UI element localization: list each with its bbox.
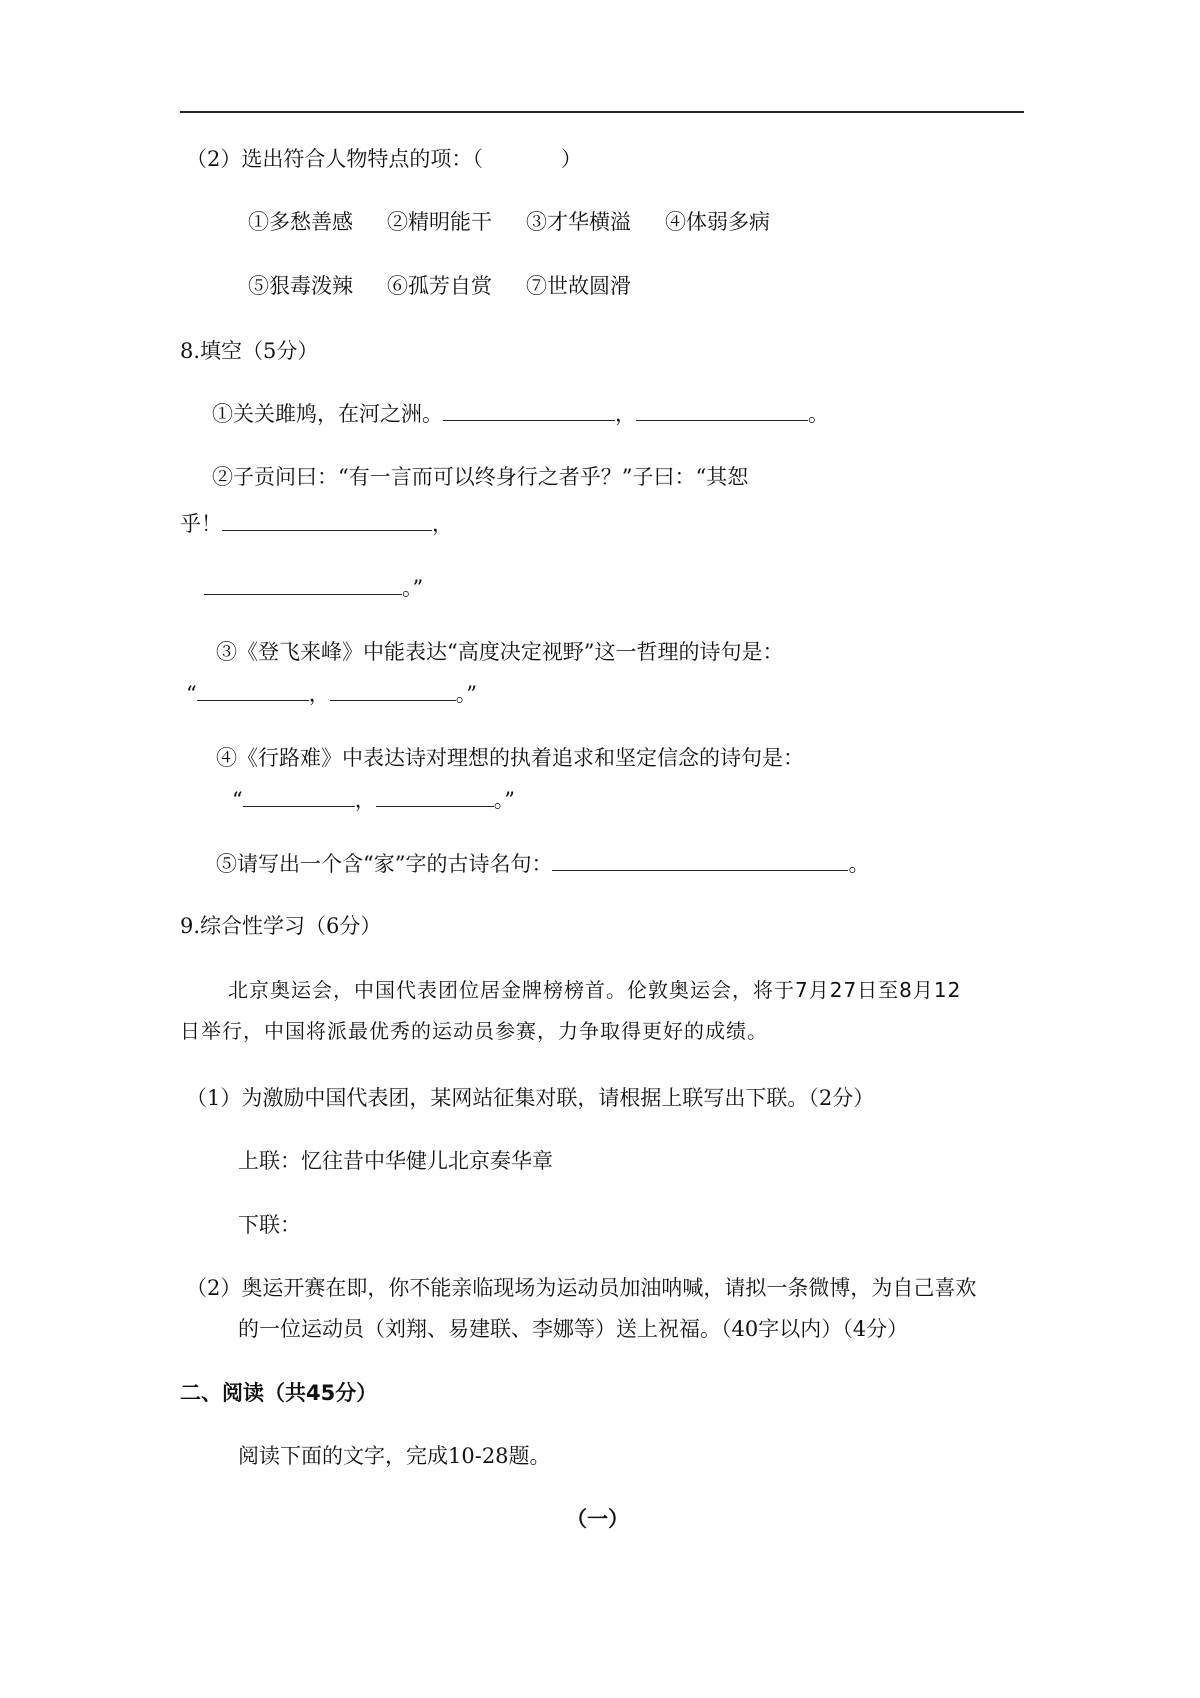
q8-item1-sep: ， — [615, 402, 636, 426]
q8-item3-line2 — [186, 679, 477, 709]
q8-item2-line1: ②子贡问曰：“有一言而可以终身行之者乎？”子曰：“其恕 — [212, 465, 749, 489]
section2-intro: 阅读下面的文字，完成10-28题。 — [238, 1444, 551, 1468]
q8-item4-end: 。” — [493, 788, 515, 812]
q8-item3-open: “ — [186, 682, 197, 706]
answer-blank[interactable] — [552, 850, 848, 871]
section2-title: 二、阅读（共45分） — [180, 1381, 378, 1405]
couplet-lower: 下联： — [238, 1213, 301, 1237]
q8-item1 — [212, 399, 829, 429]
q8-item4-open: “ — [232, 788, 243, 812]
q7-2-options-row1 — [248, 207, 770, 237]
option-6: ⑥孤芳自赏 — [387, 274, 492, 298]
q8-item4-line1: ④《行路难》中表达诗对理想的执着追求和坚定信念的诗句是： — [216, 746, 804, 770]
q8-item1-end: 。 — [808, 402, 829, 426]
option-2: ②精明能干 — [387, 210, 492, 234]
q8-item2-text: 乎！ — [180, 512, 222, 536]
q8-item2-line2 — [180, 509, 453, 539]
answer-blank[interactable] — [222, 510, 432, 531]
q7-2-options-row2 — [248, 271, 631, 301]
q8-item5 — [216, 849, 869, 879]
q8-item3-end: 。” — [455, 682, 477, 706]
couplet-upper: 上联：忆往昔中华健儿北京奏华章 — [238, 1149, 553, 1173]
option-3: ③才华横溢 — [526, 210, 631, 234]
q7-2-close: ） — [560, 147, 582, 171]
q8-item5-text: ⑤请写出一个含“家”字的古诗名句： — [216, 852, 553, 876]
q8-item1-text: ①关关雎鸠，在河之洲。 — [212, 402, 443, 426]
q9-paragraph-line2: 日举行，中国将派最优秀的运动员参赛，力争取得更好的成绩。 — [180, 1019, 768, 1043]
answer-blank[interactable] — [330, 680, 456, 701]
q8-item3-line1: ③《登飞来峰》中能表达“高度决定视野”这一哲理的诗句是： — [216, 640, 784, 664]
q8-item2-line3 — [204, 573, 423, 603]
q9-part1: （1）为激励中国代表团，某网站征集对联，请根据上联写出下联。（2分） — [186, 1086, 875, 1110]
answer-blank[interactable] — [636, 400, 808, 421]
q8-item4-sep: ， — [354, 788, 376, 812]
q9-part2-line1: （2）奥运开赛在即，你不能亲临现场为运动员加油呐喊，请拟一条微博，为自己喜欢 — [186, 1276, 977, 1300]
answer-blank[interactable] — [243, 786, 355, 807]
q8-item3-sep: ， — [308, 682, 330, 706]
q9-title: 9.综合性学习（6分） — [180, 914, 382, 938]
option-7: ⑦世故圆滑 — [526, 274, 631, 298]
q8-item5-end: 。 — [848, 852, 870, 876]
q8-item2-sep: ， — [432, 512, 453, 536]
q7-2-prompt-text: （2）选出符合人物特点的项：（ — [186, 147, 483, 171]
option-1: ①多愁善感 — [248, 210, 353, 234]
option-4: ④体弱多病 — [665, 210, 770, 234]
q9-part2-line2: 的一位运动员（刘翔、易建联、李娜等）送上祝福。（40字以内）（4分） — [238, 1317, 909, 1341]
header-rule — [180, 111, 1024, 113]
q8-title: 8.填空（5分） — [180, 339, 319, 363]
section2-part-heading: （一） — [566, 1507, 629, 1531]
q9-paragraph-line1: 北京奥运会，中国代表团位居金牌榜榜首。伦敦奥运会，将于7月27日至8月12 — [228, 978, 962, 1002]
answer-blank[interactable] — [204, 574, 402, 595]
option-5: ⑤狠毒泼辣 — [248, 274, 353, 298]
answer-blank[interactable] — [443, 400, 615, 421]
q8-item2-end: 。” — [402, 576, 424, 600]
q8-item4-line2 — [232, 785, 515, 815]
answer-blank[interactable] — [376, 786, 494, 807]
answer-blank[interactable] — [197, 680, 309, 701]
q7-2-prompt — [186, 144, 582, 174]
